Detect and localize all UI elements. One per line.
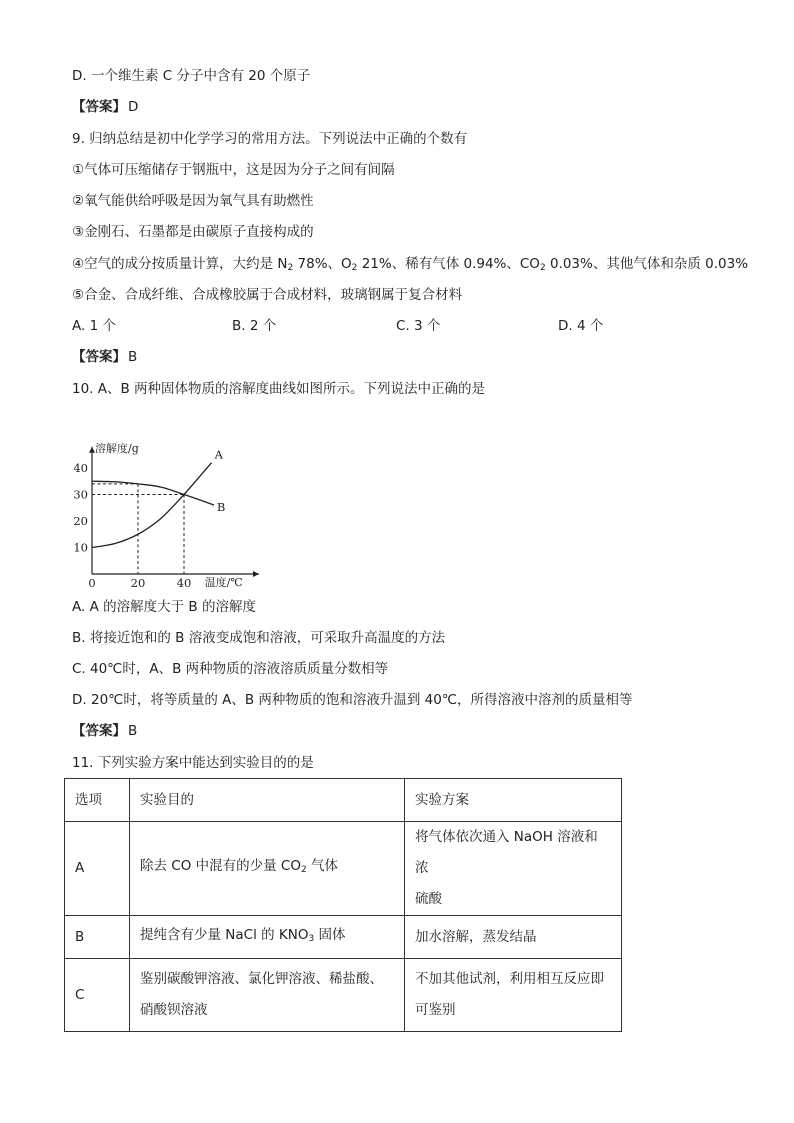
answer-tag: 【答案】: [72, 723, 126, 739]
header-option: 选项: [65, 779, 130, 822]
y-axis-label: 溶解度/g: [95, 441, 139, 455]
y-tick-label: 10: [73, 540, 88, 555]
header-plan: 实验方案: [405, 779, 622, 822]
q10-option-c: C. 40℃时，A、B 两种物质的溶液溶质质量分数相等: [72, 661, 389, 677]
table-row: [65, 959, 622, 1032]
series-curve-b: [92, 481, 214, 505]
row-plan: 不加其他试剂，利用相互反应即 可鉴别: [405, 959, 622, 1032]
answer-value: B: [128, 723, 138, 739]
q9-option-c: C. 3 个: [396, 318, 441, 334]
q10-stem: 10. A、B 两种固体物质的溶解度曲线如图所示。下列说法中正确的是: [72, 381, 486, 397]
q10-option-b: B. 将接近饱和的 B 溶液变成饱和溶液，可采取升高温度的方法: [72, 630, 446, 646]
q10-answer: [72, 721, 137, 741]
q9-option-a: A. 1 个: [72, 318, 116, 334]
table-row: [65, 822, 622, 916]
y-tick-label: 30: [73, 487, 88, 502]
q9-statement-2: ②氧气能供给呼吸是因为氧气具有助燃性: [72, 193, 314, 209]
q9-answer: [72, 347, 137, 367]
row-label: A: [65, 822, 130, 916]
q8-answer: [72, 97, 138, 117]
x-tick-label: 0: [88, 576, 96, 588]
q10-option-d: D. 20℃时，将等质量的 A、B 两种物质的饱和溶液升温到 40℃，所得溶液中溶剂的质量相等: [72, 692, 633, 708]
row-goal: 除去 CO 中混有的少量 $CO_2$ 气体: [130, 822, 405, 916]
q9-statement-1: ①气体可压缩储存于钢瓶中，这是因为分子之间有间隔: [72, 162, 395, 178]
row-plan: 加水溶解，蒸发结晶: [405, 916, 622, 959]
x-axis-arrow: [253, 571, 259, 577]
row-label: B: [65, 916, 130, 959]
y-tick-label: 20: [73, 514, 88, 528]
x-tick-label: 40: [176, 576, 192, 588]
x-axis-label: 温度/℃: [204, 576, 243, 588]
series-label-a: A: [214, 447, 223, 462]
table-row: [65, 916, 622, 959]
q9-statement-4: ④空气的成分按质量计算，大约是 $N_2$ 78%、$O_2$ 21%、稀有气体 0.94%、$CO_2$ 0.03%、其他气体和杂质 0.03%: [72, 256, 749, 273]
answer-tag: 【答案】: [72, 349, 126, 365]
q9-option-d: D. 4 个: [558, 318, 604, 334]
experiment-table: [64, 778, 622, 1032]
x-tick-label: 20: [130, 576, 146, 588]
row-label: C: [65, 959, 130, 1032]
q9-stem: 9. 归纳总结是初中化学学习的常用方法。下列说法中正确的个数有: [72, 131, 468, 147]
q10-option-a: A. A 的溶解度大于 B 的溶解度: [72, 599, 256, 615]
q9-statement-3: ③金刚石、石墨都是由碳原子直接构成的: [72, 224, 314, 240]
q9-statement-5: ⑤合金、合成纤维、合成橡胶属于合成材料，玻璃钢属于复合材料: [72, 287, 463, 303]
row-goal: 鉴别碳酸钾溶液、氯化钾溶液、稀盐酸、 硝酸钡溶液: [130, 959, 405, 1032]
q11-stem: 11. 下列实验方案中能达到实验目的的是: [72, 755, 314, 771]
answer-tag: 【答案】: [72, 99, 126, 115]
solubility-chart: [72, 412, 272, 588]
answer-value: D: [128, 99, 139, 115]
y-tick-label: 40: [73, 461, 88, 475]
row-goal: 提纯含有少量 NaCl 的 $KNO_3$ 固体: [130, 916, 405, 959]
row-plan: 将气体依次通入 NaOH 溶液和浓 硫酸: [405, 822, 622, 916]
series-curve-a: [92, 463, 212, 548]
answer-value: B: [128, 349, 138, 365]
q8-option-d: D. 一个维生素 C 分子中含有 20 个原子: [72, 68, 311, 84]
table-header-row: [65, 779, 622, 822]
solubility-chart-svg: [72, 412, 272, 588]
series-label-b: B: [216, 500, 226, 515]
q9-option-b: B. 2 个: [232, 318, 277, 334]
header-goal: 实验目的: [130, 779, 405, 822]
